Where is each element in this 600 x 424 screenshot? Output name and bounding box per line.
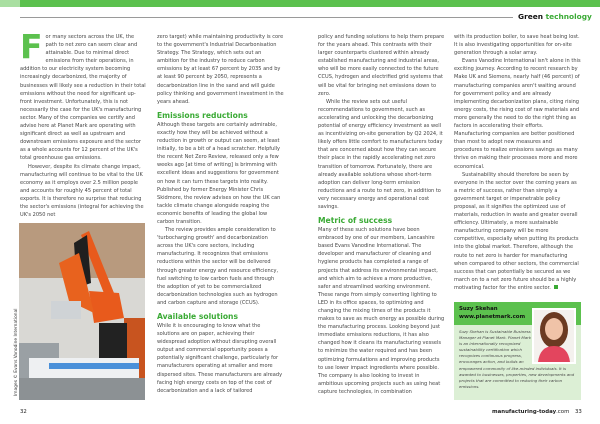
top-accent-bar [0,0,600,7]
paragraph-text: Sustainability should therefore be seen by everyone in the sector over the coming years as a metric of success, rather than simply a government target or impenetrable policy proposal, as it signifies the optimized use of materials, reduction in waste and greater overall efficiency. Ultimately, a more sustainable manufacturing company will be more competitive, especially when putting its products into the global market. Therefore, although the route to net zero is harder for manufacturing when compared to other sectors, the commercial success that can potentially be secured as we march on to a net zero future should be a highly motivating factor for the entire sector. [454,171,579,291]
robot-arm-photo [19,223,145,400]
page-number-right: 33 [575,409,582,415]
paragraph: While the review sets out useful recommendations to government, such as accelerating and unlocking the decarbonizing potential of energy efficiency investment as well as incentivizing on-site generation by Q2 2024, it likely offers little comfort to manufacturers today that are concerned about how they can secure their place in the rapidly accelerating net zero transition of tomorrow. Fortunately, there are already available solutions whose short-term adoption can deliver long-term emission reductions and a route to net zero, in addition to very necessary energy and operational cost savings. [318,98,443,210]
photo-caption: Images © Evans Vanodine International [14,308,19,396]
drop-cap: F [20,27,43,66]
paragraph: While it is encouraging to know what the solutions are on paper, achieving their widespread adoption without disrupting overall output and commercial opportunity poses a potentially significant challenge, particularly for manufacturers operating at smaller and more dispersed sites. These manufacturers are already facing high energy costs on top of the cost of decarbonization and a lack of tailored [157,323,283,394]
site-name-main: manufacturing-today [492,409,557,415]
author-bio-text: Suzy Skehan is Sustainable Business Manager at Planet Mark. Planet Mark is an internationally recognized sustainability certification which recognizes continuous progress, encourages action, and builds an empowered community of like-minded individuals. It is awarded to businesses, properties, new developments and projects that are committed to reducing their carbon emissions. [459,329,575,389]
author-website-link[interactable]: www.planetmark.com [459,314,526,320]
header-rule [20,17,513,18]
paragraph: Although these targets are certainly admirable, exactly how they will be achieved without a reduction in growth or output can seem, at least initially, to be a bit of a head scratcher. Helpfully the recent Net Zero Review, released only a few weeks ago [at time of writing] is brimming with excellent ideas and suggestions for government on how it can turn these targets into reality. Published by former Energy Minister Chris Skidmore, the review advises on how the UK can tackle climate change alongside reaping the economic benefits of leading the global low carbon transition. [157,121,281,225]
author-bio [459,329,577,390]
paragraph-text: or many sectors across the UK, the path to net zero can seem clear and attainable. Due to minimal direct emissions from their operations, in addition to our electricity system becoming increasingly decarbonized, the majority of businesses will likely see a reduction in their total emissions without the need for significant up-front investment. Unfortunately, this is not necessarily the case for the UK's manufacturing sector. Many of the companies we certify and advise here at Planet Mark are operating with significant direct as well as upstream and downstream emissions exposure and the sector as a whole accounts for 12 percent of the UK's total greenhouse gas emissions. [20,34,146,162]
subheading: Emissions reductions [157,110,248,120]
section-title-word2: technology [545,12,592,21]
paragraph: The review provides ample consideration to 'turbocharging growth' and decarbonization across the UK's core sectors, including manufacturing. It recognizes that emissions reductions within the sector will be delivered through greater energy and resource efficiency, fuel switching to low carbon fuels and through the adoption of yet to be commercialized decarbonization technologies such as hydrogen and carbon capture and storage (CCUS). [157,227,279,306]
article-column-4 [454,33,581,292]
paragraph: However, despite its climate change impact, manufacturing will continue to be vital to the UK economy as it employs over 2.5 million people and accounts for roughly 45 percent of total exports. It is therefore no surprise that reducing the sector's emissions (integral for achieving the UK's 2050 net [20,163,144,219]
article-column-2 [157,33,284,395]
paragraph [454,171,581,292]
subheading: Available solutions [157,312,238,321]
article-column-1 [20,27,147,219]
article-column-3 [318,33,445,396]
author-box [454,302,581,400]
subheading: Metric of success [318,216,393,226]
paragraph: Evans Vanodine International isn't alone in this exciting journey. According to recent research by Make UK and Siemens, nearly half (46 percent) of manufacturing companies aren't waiting around for government policy and are already implementing decarbonization plans, citing rising energy costs, the rising cost of raw materials and more generally the need to do the right thing as factors in accelerating their efforts. Manufacturing companies are better positioned than most to adopt new measures and procedures to realize emissions savings as many thrive on making their processes more and more economical. [454,58,581,170]
site-name-tld: .com [556,409,570,415]
section-title-word1: Green [518,12,543,21]
end-mark-icon [554,285,558,289]
paragraph [20,27,147,163]
paragraph: with its production boiler, to save heat being lost. It is also investigating opportunities for on-site generation through a solar array. [454,34,580,57]
paragraph: The company is also looking to invest in ambitious upcoming projects such as using heat capture technologies, in combination [318,372,441,395]
paragraph: policy and funding solutions to help them prepare for the years ahead. This contrasts with their larger counterparts clustered within already established manufacturing and industrial areas, who will be more easily connected to the future CCUS, hydrogen and electrified grid systems that will be vital for bringing net emissions down to zero. [318,34,445,97]
site-name [492,409,569,415]
paragraph: Many of these such solutions have been embraced by one of our members, Lancashire based Evans Vanodine International. The developer and manufacturer of cleaning and hygiene products has completed a range of projects that address its environmental impact, and which aim to achieve a more productive, safer and streamlined working environment. These range from simply converting lighting to LED in its office spaces, to optimizing and changing the mixing times of the products it makes to save as much energy as possible during the manufacturing process. Looking beyond just immediate emissions reductions, it has also changed how it cleans its manufacturing vessels to minimize the water required and has been optimizing formulations and improving products to use lower impact ingredients where possible. [318,227,445,371]
page-number-left: 32 [20,409,27,415]
paragraph: zero target) while maintaining productivity is core to the government's Industrial Decarbonisation Strategy. The Strategy, which sets out an ambition for the industry to reduce carbon emissions by at least 67 percent by 2035 and by at least 90 percent by 2050, represents a decarbonization line in the sand and will guide policy thinking and government investment in the years ahead. [157,34,284,105]
section-title [518,12,592,21]
author-name: Suzy Skehan [459,306,498,312]
